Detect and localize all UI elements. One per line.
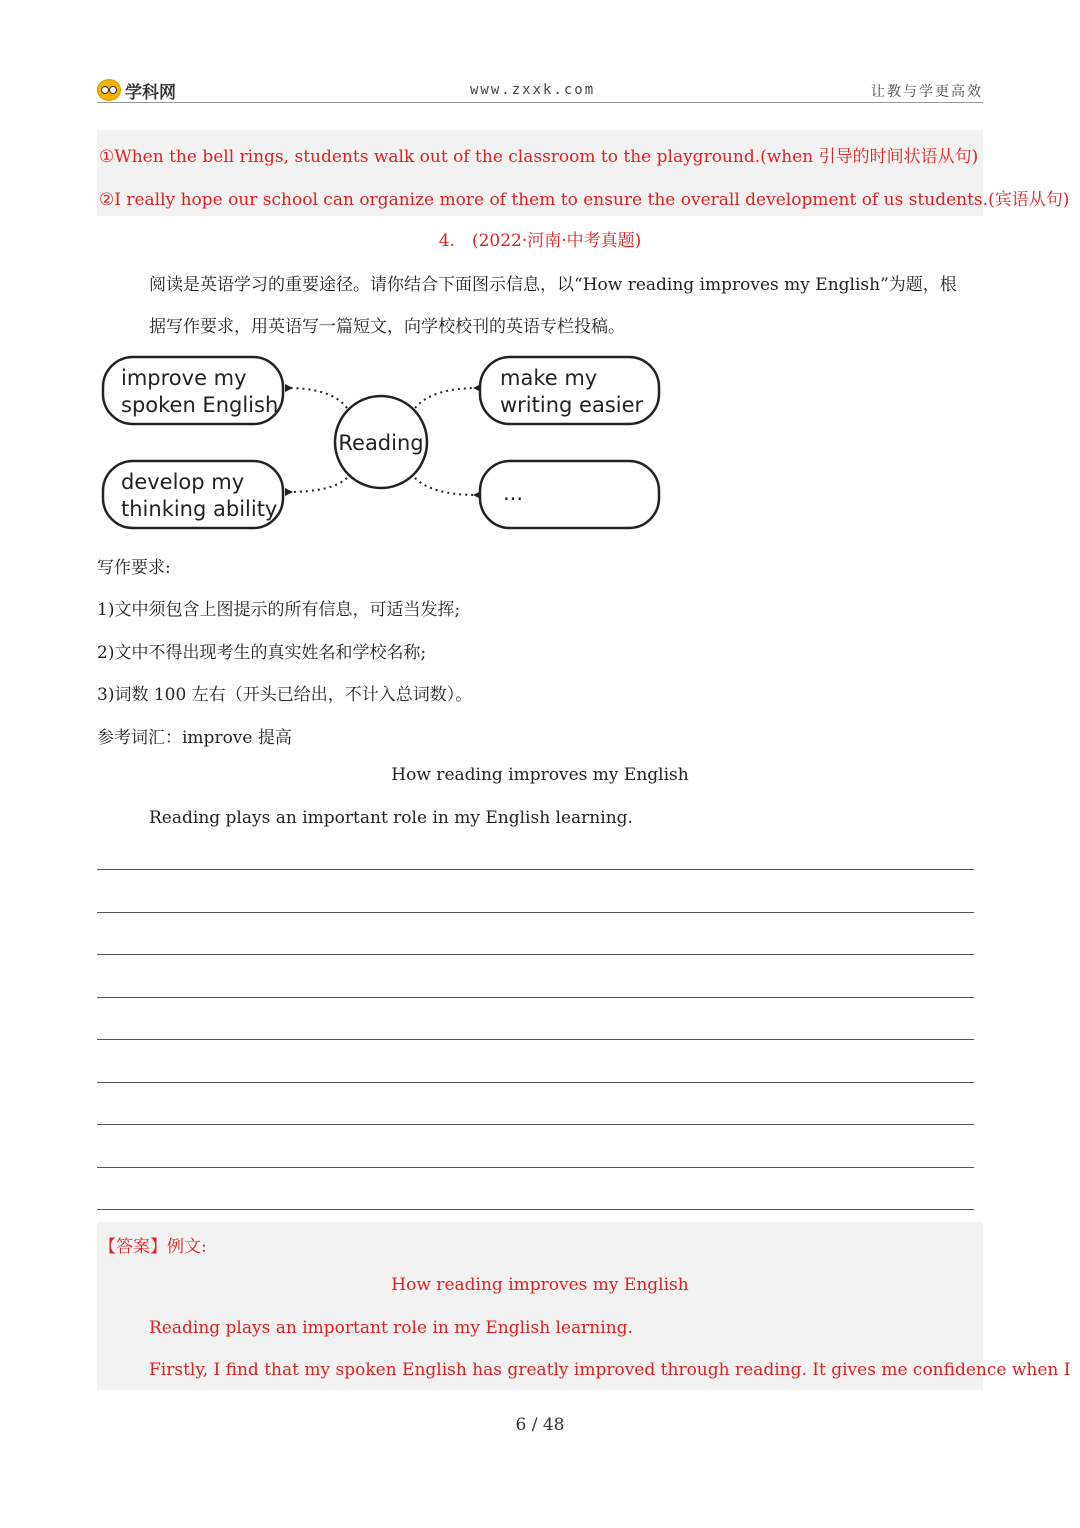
arrow-top-left-icon [285, 384, 293, 392]
arrow-bottom-right-icon [473, 491, 481, 499]
header-slogan: 让教与学更高效 [871, 84, 983, 100]
connector-top-left [287, 388, 347, 408]
requirements-heading: 写作要求: [97, 558, 171, 578]
box-top-right-line-1: make my [500, 366, 598, 390]
question-prompt-line-2: 据写作要求，用英语写一篇短文，向学校校刊的英语专栏投稿。 [149, 317, 625, 337]
page-indicator: 6 / 48 [515, 1415, 565, 1435]
writing-line[interactable] [97, 1039, 974, 1040]
reading-mind-map [97, 350, 667, 535]
arrow-bottom-left-icon [285, 488, 293, 496]
box-bottom-right-text: ... [503, 481, 524, 505]
reference-vocab: 参考词汇：improve 提高 [97, 728, 292, 748]
answer-line-1: ①When the bell rings, students walk out of the classroom to the playground.(when 引导的时间状语从句) [99, 147, 979, 167]
question-prompt-line-1: 阅读是英语学习的重要途径。请你结合下面图示信息，以“How reading improves my English”为题，根 [149, 275, 957, 295]
answer-title: How reading improves my English [391, 1275, 689, 1295]
writing-line[interactable] [97, 997, 974, 998]
box-bottom-left-line-1: develop my [121, 470, 245, 494]
requirement-item-2: 2)文中不得出现考生的真实姓名和学校名称; [97, 643, 427, 663]
requirement-item-3: 3)词数 100 左右（开头已给出，不计入总词数）。 [97, 685, 473, 705]
question-title: 4. (2022·河南·中考真题) [438, 231, 642, 251]
logo-text: 学科网 [125, 82, 176, 103]
writing-line[interactable] [97, 1167, 974, 1168]
box-top-left-line-2: spoken English [121, 393, 279, 417]
writing-line[interactable] [97, 1124, 974, 1125]
writing-line[interactable] [97, 1082, 974, 1083]
connector-bottom-right [415, 478, 477, 495]
arrow-top-right-icon [473, 384, 481, 392]
box-bottom-left-line-2: thinking ability [121, 497, 278, 521]
writing-line[interactable] [97, 912, 974, 913]
connector-top-right [415, 388, 477, 408]
writing-line[interactable] [97, 869, 974, 870]
answer-line-a: Reading plays an important role in my English learning. [149, 1318, 633, 1338]
writing-line[interactable] [97, 954, 974, 955]
answer-label: 【答案】例文: [99, 1237, 207, 1257]
box-top-left-line-1: improve my [121, 366, 247, 390]
site-url: www.zxxk.com [470, 82, 596, 98]
writing-line[interactable] [97, 1209, 974, 1210]
center-label: Reading [338, 431, 424, 455]
requirement-item-1: 1)文中须包含上图提示的所有信息，可适当发挥; [97, 600, 461, 620]
answer-line-b: Firstly, I find that my spoken English has greatly improved through reading. It gives me confidence when I [149, 1360, 1071, 1380]
box-top-right-line-2: writing easier [500, 393, 644, 417]
connector-bottom-left [287, 478, 347, 492]
essay-title: How reading improves my English [391, 765, 689, 785]
header-divider [97, 102, 983, 103]
owl-logo-icon [97, 79, 121, 101]
essay-opening: Reading plays an important role in my English learning. [149, 808, 633, 828]
site-logo [97, 78, 176, 102]
answer-line-2: ②I really hope our school can organize more of them to ensure the overall development of us students.(宾语从句) [99, 190, 1070, 210]
